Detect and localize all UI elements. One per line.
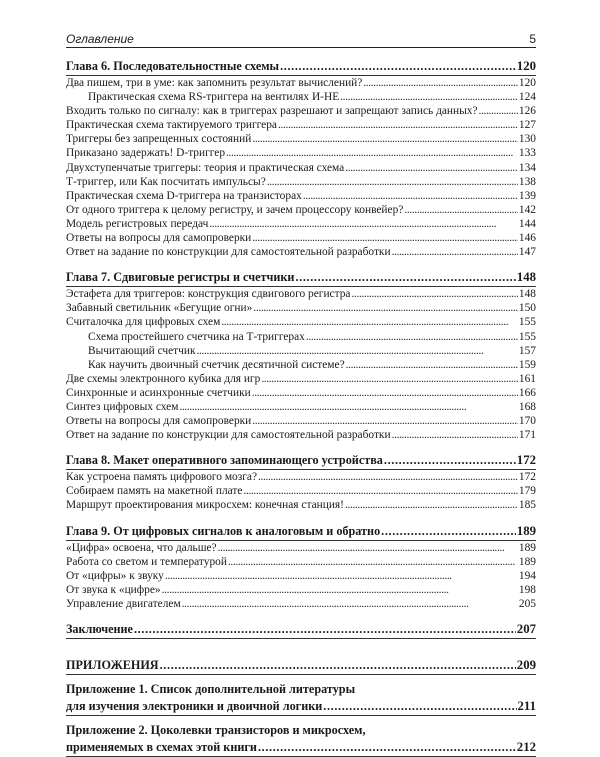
toc-entry[interactable] — [66, 555, 536, 569]
toc-entry-title: Маршрут проектирования микросхем: конечная станция! — [66, 499, 344, 512]
toc-entry[interactable] — [66, 372, 536, 386]
toc-entry-page: 155 — [518, 330, 536, 343]
toc-entry-page: 147 — [518, 246, 536, 259]
toc-entry[interactable] — [66, 161, 536, 175]
toc-chapter-title: Глава 8. Макет оперативного запоминающего устройства — [66, 453, 383, 468]
running-header-title: Оглавление — [66, 32, 134, 46]
toc-entry-title: Модель регистровых передач — [66, 217, 209, 230]
toc-entry-page: 139 — [518, 189, 536, 202]
toc-appendices[interactable] — [66, 657, 536, 674]
toc-entry[interactable] — [66, 569, 536, 583]
toc-entry[interactable] — [66, 189, 536, 203]
dot-leader — [384, 452, 516, 469]
toc-entry-title: Ответы на вопросы для самопроверки — [66, 415, 252, 428]
toc-appendix-page: 212 — [516, 740, 536, 754]
toc-entry[interactable] — [66, 118, 536, 132]
toc-subentry[interactable] — [66, 90, 536, 104]
toc-entry-title: Вычитающий счетчик — [88, 344, 196, 357]
toc-entry[interactable] — [66, 287, 536, 301]
toc-chapter-title: ПРИЛОЖЕНИЯ — [66, 658, 159, 672]
toc-entry-page: 198 — [518, 583, 536, 596]
toc-subentry[interactable] — [66, 330, 536, 344]
toc-chapter-page: 207 — [516, 622, 536, 636]
toc-entry-page: 189 — [518, 555, 536, 568]
toc-entry-title: Как научить двоичный счетчик десятичной системе? — [88, 358, 345, 371]
dot-leader — [351, 287, 517, 301]
toc-entry[interactable] — [66, 301, 536, 315]
dot-leader — [392, 245, 518, 259]
toc-entry[interactable] — [66, 498, 536, 512]
toc-appendix-title-line1: Приложение 1. Список дополнительной литературы — [66, 682, 356, 696]
dot-leader — [258, 470, 518, 484]
toc-entry-title: Приказано задержать! D-триггер — [66, 147, 226, 160]
toc-entry-page: 133 — [518, 147, 536, 160]
dot-leader — [243, 484, 517, 498]
toc-entry-page: 166 — [518, 386, 536, 399]
toc-entry-title: Практическая схема D-триггера на транзисторах — [66, 189, 302, 202]
dot-leader — [252, 386, 518, 400]
toc-entry-page: 138 — [518, 175, 536, 188]
toc-chapter-page: 209 — [516, 658, 536, 672]
toc-entry-title: Схема простейшего счетчика на Т-триггерах — [88, 330, 305, 343]
toc-entry-page: 148 — [518, 288, 536, 301]
toc-appendix-title-line2: применяемых в схемах этой книги — [66, 740, 257, 754]
dot-leader — [197, 344, 518, 358]
toc-entry-page: 155 — [518, 316, 536, 329]
toc-entry-page: 127 — [518, 119, 536, 132]
toc-entry-page: 189 — [518, 541, 536, 554]
toc-entry-title: Практическая схема тактируемого триггера — [66, 119, 277, 132]
toc-entry-page: 161 — [518, 372, 536, 385]
dot-leader — [218, 541, 518, 555]
dot-leader — [280, 58, 516, 75]
toc-entry-page: 172 — [518, 471, 536, 484]
toc-chapter-title: Глава 7. Сдвиговые регистры и счетчики — [66, 270, 295, 285]
toc-entry[interactable] — [66, 76, 536, 90]
toc-entry-title: «Цифра» освоена, что дальше? — [66, 541, 217, 554]
toc-chapter-8[interactable] — [66, 452, 536, 469]
toc-entry[interactable] — [66, 597, 536, 611]
toc-entry-page: 120 — [518, 77, 536, 89]
dot-leader — [306, 330, 518, 344]
toc-entry-title: От одного триггера к целому регистру, и зачем процессору конвейер? — [66, 203, 404, 216]
dot-leader — [295, 269, 515, 286]
toc-entry[interactable] — [66, 400, 536, 414]
dot-leader — [258, 739, 516, 756]
toc-chapter-9[interactable] — [66, 523, 536, 540]
dot-leader — [267, 175, 518, 189]
dot-leader — [182, 597, 518, 611]
toc-entry[interactable] — [66, 132, 536, 146]
toc-entry[interactable] — [66, 203, 536, 217]
toc-entry-title: Собираем память на макетной плате — [66, 485, 243, 498]
dot-leader — [479, 104, 518, 118]
toc-entry-page: 171 — [518, 429, 536, 442]
toc-chapter-6[interactable] — [66, 58, 536, 75]
toc-entry[interactable] — [66, 104, 536, 118]
toc-entry-title: Считалочка для цифровых схем — [66, 316, 221, 329]
toc-entry[interactable] — [66, 315, 536, 329]
toc-chapter-7[interactable] — [66, 269, 536, 286]
toc-entry-page: 159 — [518, 358, 536, 371]
toc-appendix-title-line2: для изучения электроники и двоичной логики — [66, 699, 323, 713]
toc-entry-title: Синтез цифровых схем — [66, 400, 179, 413]
toc-entry-title: Триггеры без запрещенных состояний — [66, 133, 252, 146]
toc-entry-title: Два пишем, три в уме: как запомнить результат вычислений? — [66, 77, 363, 89]
toc-entry[interactable] — [66, 428, 536, 442]
toc-entry-title: Двухступенчатые триггеры: теория и практическая схема — [66, 161, 345, 174]
toc-entry-page: 124 — [518, 91, 536, 104]
dot-leader — [303, 189, 518, 203]
toc-chapter-title: Глава 9. От цифровых сигналов к аналоговым и обратно — [66, 523, 381, 538]
toc-entry-title: Работа со светом и температурой — [66, 555, 227, 568]
toc-appendix-page: 211 — [517, 699, 536, 713]
toc-entry[interactable] — [66, 470, 536, 484]
toc-chapter-page: 189 — [516, 523, 536, 538]
dot-leader — [209, 217, 518, 231]
toc-subentry[interactable] — [66, 358, 536, 372]
toc-chapter-page: 120 — [516, 59, 536, 73]
toc-entry[interactable] — [66, 245, 536, 259]
toc-entry-title: Две схемы электронного кубика для игр — [66, 372, 261, 385]
dot-leader — [278, 118, 518, 132]
toc-entry-title: Ответ на задание по конструкции для самостоятельной разработки — [66, 429, 391, 442]
dot-leader — [346, 358, 518, 372]
toc-entry[interactable] — [66, 583, 536, 597]
dot-leader — [381, 523, 516, 540]
toc-entry-page: 126 — [518, 105, 536, 118]
toc-entry[interactable] — [66, 386, 536, 400]
toc-appendix-2[interactable] — [66, 722, 536, 756]
toc-entry-page: 144 — [518, 217, 536, 230]
dot-leader — [179, 400, 517, 414]
toc-entry-page: 170 — [518, 415, 536, 428]
dot-leader — [340, 90, 518, 104]
dot-leader — [252, 132, 518, 146]
dot-leader — [392, 428, 518, 442]
toc-entry[interactable] — [66, 484, 536, 498]
dot-leader — [162, 583, 518, 597]
toc-entry-page: 146 — [518, 232, 536, 245]
toc-entry-title: Практическая схема RS-триггера на вентилях И-НЕ — [88, 91, 340, 104]
toc-entry-page: 168 — [518, 400, 536, 413]
toc-entry-page: 157 — [518, 344, 536, 357]
toc-entry[interactable] — [66, 541, 536, 555]
toc-chapter-page: 148 — [516, 270, 536, 285]
toc-entry-page: 130 — [518, 133, 536, 146]
running-header-page-number: 5 — [529, 32, 536, 46]
dot-leader — [345, 161, 518, 175]
toc-entry-page: 185 — [518, 499, 536, 512]
dot-leader — [252, 231, 518, 245]
toc-appendix-title-line1: Приложение 2. Цоколевки транзисторов и микросхем, — [66, 723, 366, 737]
toc-entry-page: 142 — [518, 203, 536, 216]
dot-leader — [261, 372, 518, 386]
toc-entry-title: Синхронные и асинхронные счетчики — [66, 386, 251, 399]
dot-leader — [363, 76, 518, 90]
toc-entry-title: От звука к «цифре» — [66, 583, 161, 596]
toc-entry[interactable] — [66, 414, 536, 428]
toc-entry-title: От «цифры» к звуку — [66, 569, 164, 582]
toc-subentry[interactable] — [66, 344, 536, 358]
table-of-contents — [66, 58, 536, 757]
toc-entry-title: Т-триггер, или Как посчитать импульсы? — [66, 175, 266, 188]
toc-entry-title: Ответ на задание по конструкции для самостоятельной разработки — [66, 246, 391, 259]
dot-leader — [228, 555, 518, 569]
dot-leader — [221, 315, 518, 329]
toc-appendix-1[interactable] — [66, 681, 536, 715]
toc-entry-page: 150 — [518, 302, 536, 315]
toc-entry-title: Ответы на вопросы для самопроверки — [66, 232, 252, 245]
dot-leader — [323, 698, 516, 715]
dot-leader — [226, 146, 518, 160]
dot-leader — [160, 657, 516, 674]
toc-conclusion[interactable] — [66, 621, 536, 638]
toc-entry-title: Эстафета для триггеров: конструкция сдвигового регистра — [66, 288, 351, 301]
dot-leader — [345, 498, 518, 512]
toc-entry-title: Забавный светильник «Бегущие огни» — [66, 302, 253, 315]
toc-chapter-page: 172 — [516, 453, 536, 468]
toc-entry-page: 194 — [518, 569, 536, 582]
toc-chapter-title: Глава 6. Последовательностные схемы — [66, 59, 280, 73]
toc-entry-title: Управление двигателем — [66, 597, 181, 610]
toc-entry[interactable] — [66, 175, 536, 189]
toc-entry[interactable] — [66, 146, 536, 160]
dot-leader — [252, 414, 518, 428]
toc-entry[interactable] — [66, 217, 536, 231]
toc-entry-page: 179 — [518, 485, 536, 498]
toc-entry-page: 134 — [518, 161, 536, 174]
toc-entry-page: 205 — [518, 597, 536, 610]
toc-entry-title: Входить только по сигналу: как в триггерах разрешают и запрещают запись данных? — [66, 105, 478, 118]
dot-leader — [253, 301, 518, 315]
toc-entry[interactable] — [66, 231, 536, 245]
dot-leader — [134, 621, 516, 638]
toc-entry-title: Как устроена память цифрового мозга? — [66, 471, 258, 484]
dot-leader — [404, 203, 518, 217]
dot-leader — [165, 569, 518, 583]
toc-chapter-title: Заключение — [66, 622, 133, 636]
running-header — [66, 31, 536, 48]
